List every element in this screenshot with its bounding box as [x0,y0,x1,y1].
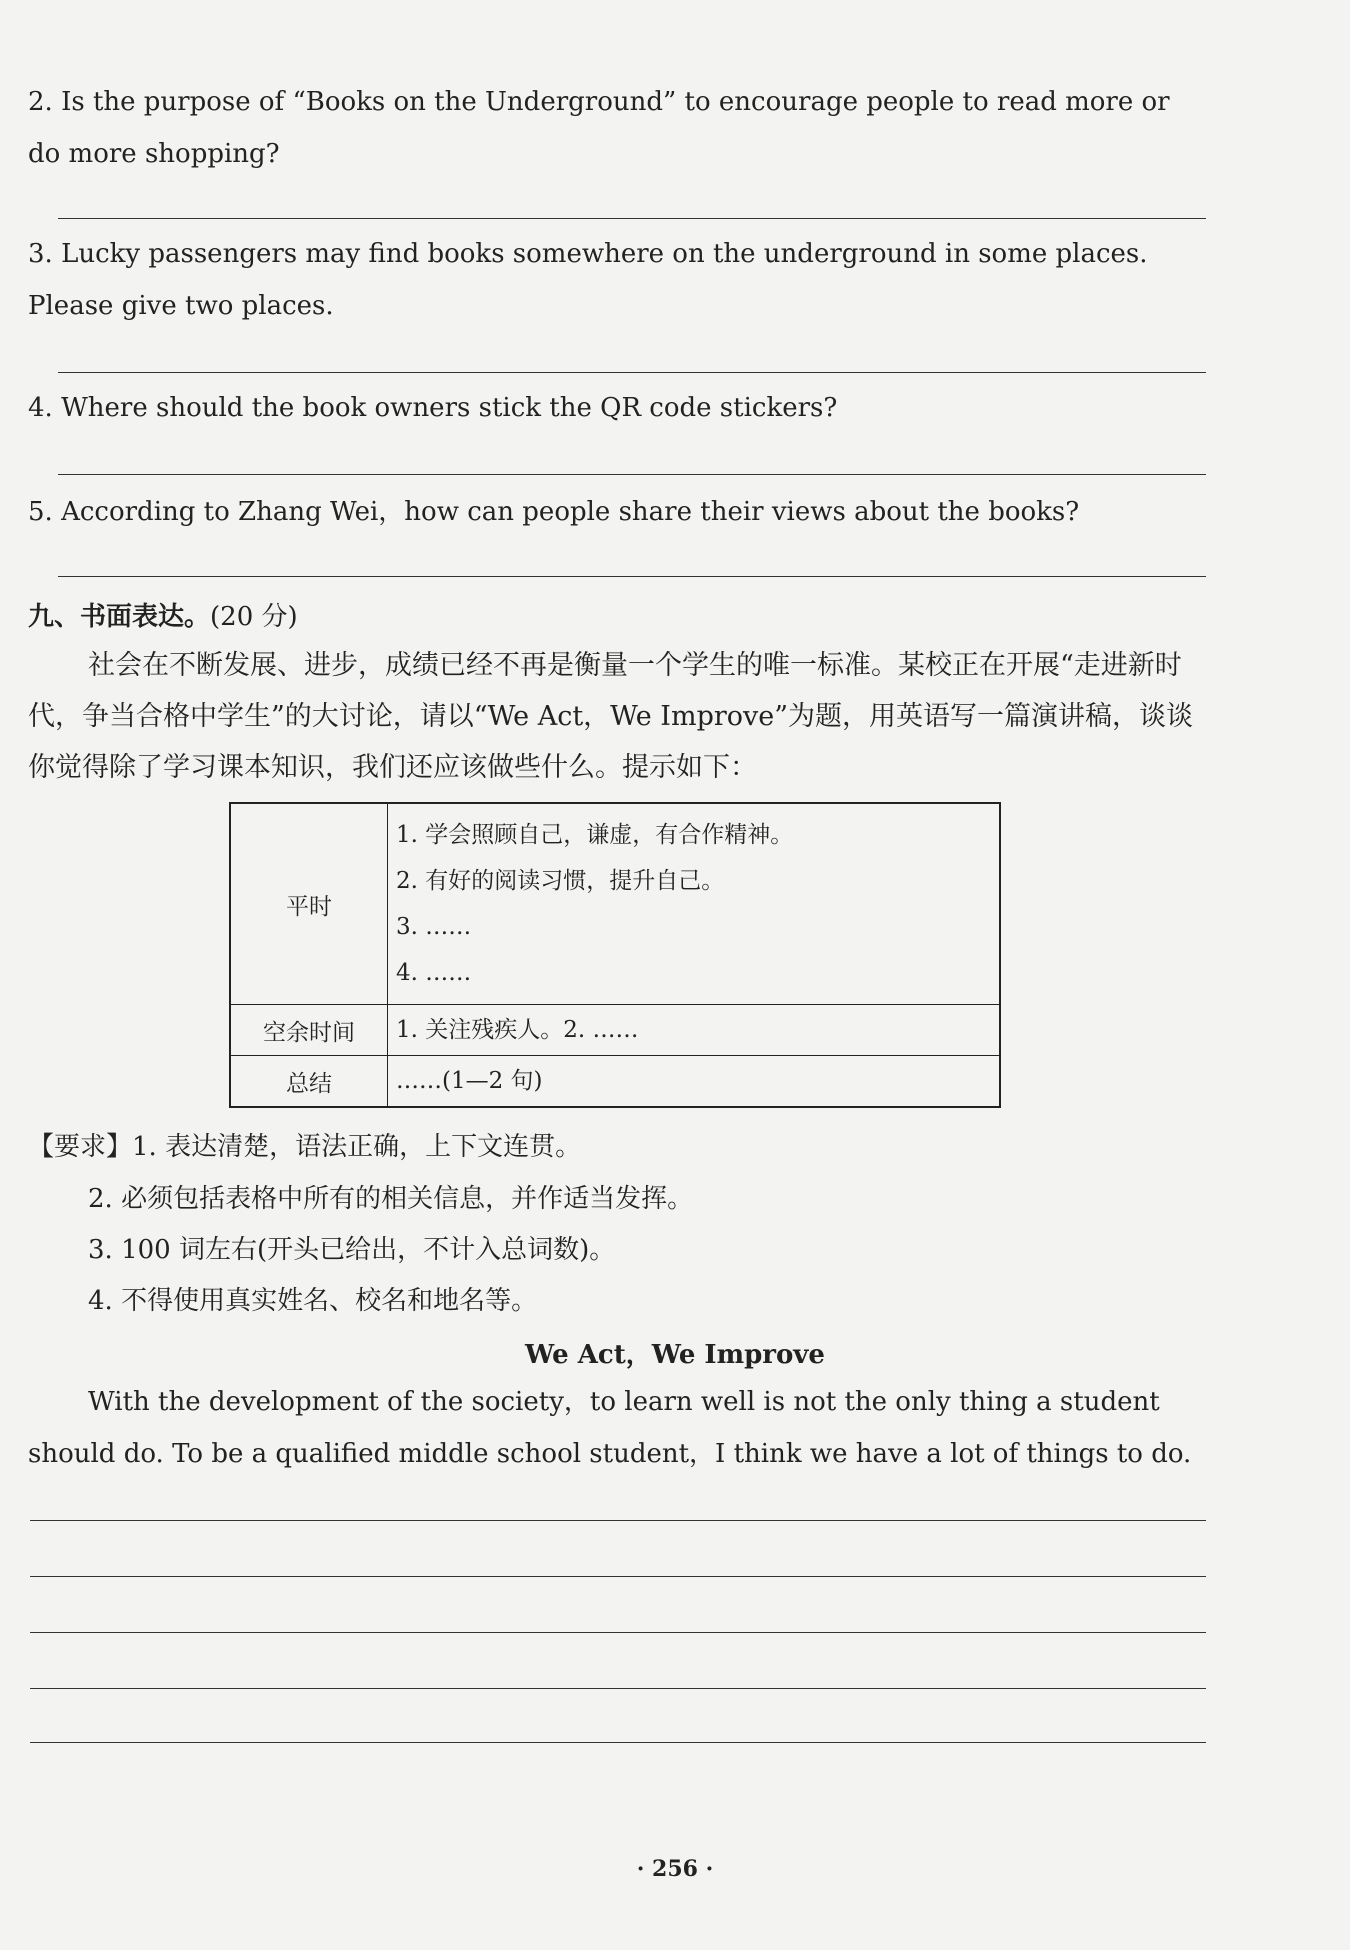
row-label: 平时 [230,803,388,1005]
row-content [388,1056,1001,1108]
table-item: 1. 学会照顾自己，谦虚，有合作精神。 [396,822,794,848]
answer-line-q2[interactable] [58,218,1206,219]
row-content [388,1005,1001,1056]
table-item: 1. 关注残疾人。2. …… [396,1017,639,1043]
writing-prompt: 社会在不断发展、进步，成绩已经不再是衡量一个学生的唯一标准。某校正在开展“走进新时代，争当合格中学生”的大讨论，请以“We Act，We Improve”为题，用英语写一篇演讲稿，谈谈你觉得除了学习课本知识，我们还应该做些什么。提示如下： [28,650,1194,783]
requirement-4: 4. 不得使用真实姓名、校名和地名等。 [88,1286,538,1316]
row-label: 空余时间 [230,1005,388,1056]
question-5: 5. According to Zhang Wei，how can people share their views about the books? [28,497,1080,527]
row-content [388,803,1001,1005]
table-item: 3. …… [396,914,472,940]
section-heading [28,596,298,633]
answer-line-q3[interactable] [58,372,1206,373]
requirement-1 [28,1122,581,1173]
requirement-3: 3. 100 词左右(开头已给出，不计入总词数)。 [88,1235,616,1265]
writing-line[interactable] [30,1576,1206,1577]
section-title: 九、书面表达。 [28,602,211,632]
table-row-usual [230,803,1000,1005]
page-number: · 256 · [636,1856,714,1882]
writing-line[interactable] [30,1632,1206,1633]
question-2: 2. Is the purpose of “Books on the Underground” to encourage people to read more or do more shopping? [28,87,1170,169]
row-label: 总结 [230,1056,388,1108]
requirement-2: 2. 必须包括表格中所有的相关信息，并作适当发挥。 [88,1184,694,1214]
requirements-head: 【要求】 [28,1132,133,1162]
table-row-spare-time [230,1005,1000,1056]
hint-table [229,802,1001,1108]
question-3: 3. Lucky passengers may find books somewhere on the underground in some places. Please give two places. [28,239,1148,321]
essay-title: We Act，We Improve [525,1340,825,1370]
writing-line[interactable] [30,1520,1206,1521]
table-row-summary [230,1056,1000,1108]
question-4: 4. Where should the book owners stick the QR code stickers? [28,393,838,423]
writing-line[interactable] [30,1742,1206,1743]
writing-line[interactable] [30,1688,1206,1689]
answer-line-q4[interactable] [58,474,1206,475]
table-item: ……(1—2 句) [396,1068,543,1094]
section-score: (20 分) [210,602,298,632]
answer-line-q5[interactable] [58,576,1206,577]
table-item: 2. 有好的阅读习惯，提升自己。 [396,868,725,894]
table-item: 4. …… [396,960,472,986]
essay-opening: With the development of the society，to learn well is not the only thing a student should do. To be a qualified middle school student，I think we have a lot of things to do. [28,1387,1192,1469]
requirement-text: 1. 表达清楚，语法正确，上下文连贯。 [132,1132,582,1162]
